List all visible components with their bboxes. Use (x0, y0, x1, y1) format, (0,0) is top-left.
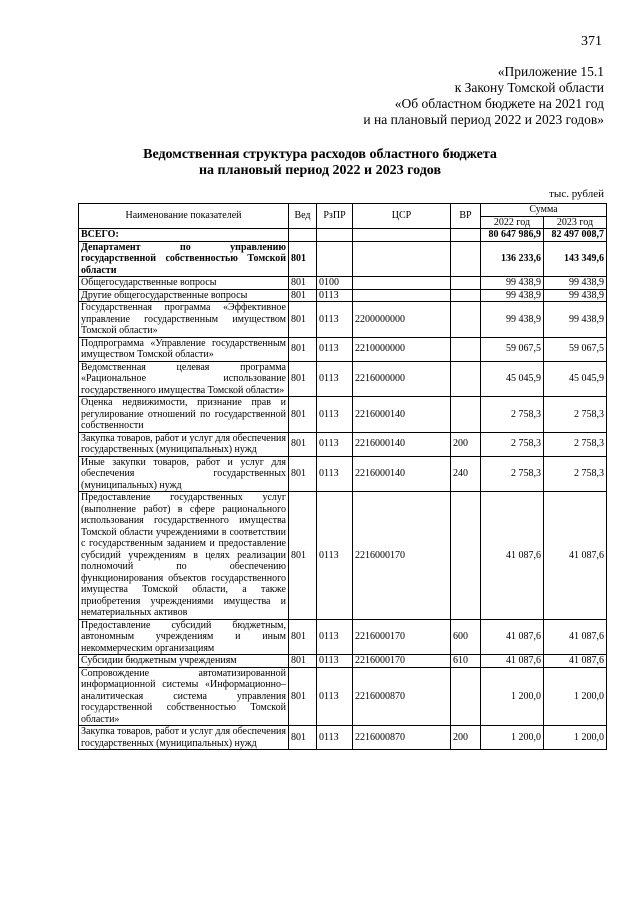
page-number: 371 (581, 34, 602, 49)
cell-vr (451, 241, 481, 277)
title-line: на плановый период 2022 и 2023 годов (198, 163, 442, 178)
cell-amount-2022: 1 200,0 (481, 667, 544, 726)
cell-amount-2023: 41 087,6 (544, 619, 607, 655)
cell-vr: 200 (451, 726, 481, 750)
cell-csr: 2210000000 (353, 337, 451, 361)
cell-rzpr: 0113 (317, 361, 353, 397)
appendix-line: к Закону Томской области (454, 80, 604, 95)
cell-rzpr: 0113 (317, 655, 353, 668)
table-row (79, 456, 607, 492)
cell-amount-2023: 41 087,6 (544, 655, 607, 668)
cell-csr: 2216000140 (353, 432, 451, 456)
header-csr: ЦСР (353, 204, 451, 229)
cell-amount-2022: 45 045,9 (481, 361, 544, 397)
cell-csr: 2216000170 (353, 655, 451, 668)
cell-amount-2023: 99 438,9 (544, 302, 607, 338)
cell-name: Государственная программа «Эффективное управление государственным имуществом Томской области» (79, 302, 289, 338)
cell-amount-2023: 41 087,6 (544, 492, 607, 620)
cell-vr (451, 289, 481, 302)
cell-name: Закупка товаров, работ и услуг для обеспечения государственных (муниципальных) нужд (79, 726, 289, 750)
cell-rzpr: 0113 (317, 302, 353, 338)
cell-name: Субсидии бюджетным учреждениям (79, 655, 289, 668)
table-row (79, 655, 607, 668)
cell-rzpr: 0113 (317, 456, 353, 492)
cell-vr: 200 (451, 432, 481, 456)
cell-amount-2022: 99 438,9 (481, 302, 544, 338)
units-label: тыс. рублей (549, 188, 604, 200)
cell-amount-2023: 2 758,3 (544, 397, 607, 433)
title-line: Ведомственная структура расходов областного бюджета (143, 147, 497, 162)
cell-csr (353, 241, 451, 277)
cell-vr (451, 361, 481, 397)
header-ved: Вед (289, 204, 317, 229)
cell-amount-2023: 1 200,0 (544, 667, 607, 726)
cell-name: Департамент по управлению государственной собственностью Томской области (79, 241, 289, 277)
cell-name: Предоставление субсидий бюджетным, автономным учреждениям и иным некоммерческим организациям (79, 619, 289, 655)
cell-name: Другие общегосударственные вопросы (79, 289, 289, 302)
cell-amount-2022: 99 438,9 (481, 289, 544, 302)
cell-amount-2023: 2 758,3 (544, 456, 607, 492)
cell-ved (289, 229, 317, 242)
cell-amount-2023: 59 067,5 (544, 337, 607, 361)
cell-csr (353, 277, 451, 290)
table-row (79, 302, 607, 338)
header-rzpr: РзПР (317, 204, 353, 229)
cell-ved: 801 (289, 619, 317, 655)
cell-ved: 801 (289, 337, 317, 361)
table-row (79, 241, 607, 277)
cell-amount-2022: 80 647 986,9 (481, 229, 544, 242)
table-row (79, 229, 607, 242)
cell-rzpr: 0113 (317, 432, 353, 456)
cell-rzpr (317, 229, 353, 242)
cell-csr (353, 289, 451, 302)
cell-ved: 801 (289, 397, 317, 433)
cell-csr: 2216000140 (353, 397, 451, 433)
cell-vr (451, 277, 481, 290)
cell-vr (451, 397, 481, 433)
cell-amount-2022: 2 758,3 (481, 397, 544, 433)
cell-ved: 801 (289, 456, 317, 492)
cell-amount-2023: 45 045,9 (544, 361, 607, 397)
cell-amount-2023: 1 200,0 (544, 726, 607, 750)
cell-name: Сопровождение автоматизированной информационной системы «Информационно–аналитическая система управления государственной собственностью Томской области» (79, 667, 289, 726)
table-row (79, 397, 607, 433)
cell-csr: 2216000170 (353, 492, 451, 620)
table-row (79, 726, 607, 750)
cell-csr (353, 229, 451, 242)
cell-rzpr (317, 241, 353, 277)
cell-amount-2022: 41 087,6 (481, 492, 544, 620)
cell-csr: 2216000870 (353, 667, 451, 726)
cell-name: ВСЕГО: (79, 229, 289, 242)
appendix-line: «Приложение 15.1 (497, 64, 604, 79)
table-row (79, 432, 607, 456)
cell-amount-2023: 143 349,6 (544, 241, 607, 277)
cell-ved: 801 (289, 302, 317, 338)
cell-amount-2023: 99 438,9 (544, 289, 607, 302)
cell-vr (451, 229, 481, 242)
appendix-header (363, 64, 604, 128)
cell-csr: 2200000000 (353, 302, 451, 338)
cell-rzpr: 0113 (317, 492, 353, 620)
cell-vr: 240 (451, 456, 481, 492)
cell-amount-2022: 41 087,6 (481, 619, 544, 655)
cell-ved: 801 (289, 241, 317, 277)
header-vr: ВР (451, 204, 481, 229)
cell-name: Закупка товаров, работ и услуг для обеспечения государственных (муниципальных) нужд (79, 432, 289, 456)
cell-rzpr: 0113 (317, 397, 353, 433)
header-sum: Сумма (481, 204, 607, 217)
cell-amount-2023: 99 438,9 (544, 277, 607, 290)
cell-rzpr: 0113 (317, 619, 353, 655)
table-row (79, 289, 607, 302)
table-row (79, 277, 607, 290)
cell-ved: 801 (289, 492, 317, 620)
cell-ved: 801 (289, 655, 317, 668)
cell-name: Иные закупки товаров, работ и услуг для обеспечения государственных (муниципальных) нужд (79, 456, 289, 492)
cell-vr: 600 (451, 619, 481, 655)
cell-rzpr: 0100 (317, 277, 353, 290)
cell-rzpr: 0113 (317, 667, 353, 726)
header-year-2022: 2022 год (481, 216, 544, 229)
table-row (79, 337, 607, 361)
cell-amount-2022: 59 067,5 (481, 337, 544, 361)
cell-rzpr: 0113 (317, 726, 353, 750)
cell-vr (451, 667, 481, 726)
table-row (79, 667, 607, 726)
table-row (79, 619, 607, 655)
cell-name: Предоставление государственных услуг (выполнение работ) в сфере рационального использования государственного имущества Томской области учреждениями в соответствии с государственным заданием и предоставление субсидий учреждениям в целях реализации полномочий по обеспечению функционирования объектов государственного имущества Томской области, а также приобретения учреждениями имущества и нематериальных активов (79, 492, 289, 620)
cell-ved: 801 (289, 432, 317, 456)
cell-ved: 801 (289, 726, 317, 750)
budget-table (78, 203, 607, 750)
cell-amount-2022: 2 758,3 (481, 432, 544, 456)
cell-rzpr: 0113 (317, 289, 353, 302)
cell-csr: 2216000870 (353, 726, 451, 750)
cell-amount-2022: 2 758,3 (481, 456, 544, 492)
cell-ved: 801 (289, 277, 317, 290)
table-row (79, 361, 607, 397)
cell-name: Подпрограмма «Управление государственным имуществом Томской области» (79, 337, 289, 361)
cell-name: Ведомственная целевая программа «Рациональное использование государственного имущества Томской области» (79, 361, 289, 397)
table-row (79, 492, 607, 620)
cell-vr: 610 (451, 655, 481, 668)
cell-name: Общегосударственные вопросы (79, 277, 289, 290)
cell-csr: 2216000000 (353, 361, 451, 397)
appendix-line: «Об областном бюджете на 2021 год (394, 96, 604, 111)
table-body (79, 229, 607, 750)
appendix-line: и на плановый период 2022 и 2023 годов» (363, 112, 604, 127)
header-name: Наименование показателей (79, 204, 289, 229)
cell-vr (451, 337, 481, 361)
document-title (0, 147, 640, 179)
table-header (79, 204, 607, 229)
cell-vr (451, 302, 481, 338)
cell-rzpr: 0113 (317, 337, 353, 361)
cell-amount-2022: 1 200,0 (481, 726, 544, 750)
cell-ved: 801 (289, 289, 317, 302)
cell-vr (451, 492, 481, 620)
cell-amount-2022: 99 438,9 (481, 277, 544, 290)
cell-ved: 801 (289, 361, 317, 397)
cell-amount-2022: 136 233,6 (481, 241, 544, 277)
cell-csr: 2216000140 (353, 456, 451, 492)
cell-csr: 2216000170 (353, 619, 451, 655)
header-year-2023: 2023 год (544, 216, 607, 229)
cell-amount-2022: 41 087,6 (481, 655, 544, 668)
cell-amount-2023: 2 758,3 (544, 432, 607, 456)
cell-ved: 801 (289, 667, 317, 726)
cell-name: Оценка недвижимости, признание прав и регулирование отношений по государственной собственности (79, 397, 289, 433)
cell-amount-2023: 82 497 008,7 (544, 229, 607, 242)
